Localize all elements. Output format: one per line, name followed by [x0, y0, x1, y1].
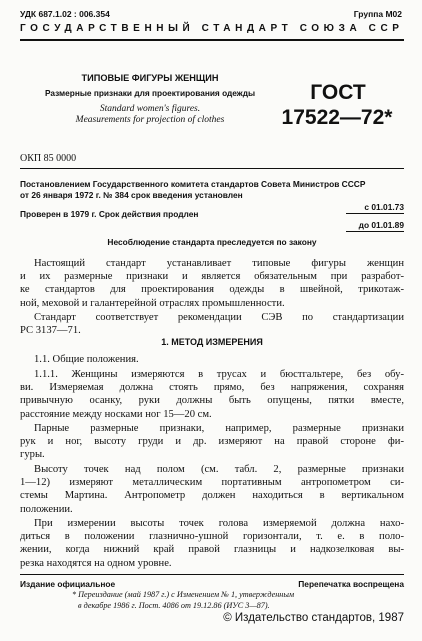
text-line: резка находятся на одном уровне.: [20, 557, 172, 569]
footnote-line-2: в декабре 1986 г. Пост. 4086 от 19.12.86 (ИУС 3—87).: [78, 601, 270, 610]
head-paragraph: [20, 517, 404, 570]
clause-1-1: [20, 353, 404, 366]
footnote-line-1: * Переиздание (май 1987 г.) с Изменением № 1, утвержденным: [72, 590, 295, 599]
text-line: диться в положении глазнично-ушной горизонтали, т. е. в поло-: [20, 531, 404, 543]
udk-code: УДК 687.1.02 : 006.354: [20, 9, 110, 19]
group-code: Группа М02: [353, 9, 402, 19]
date-from-underline: [346, 213, 404, 214]
okp-rule: [20, 168, 404, 169]
intro-paragraph: [20, 257, 404, 310]
text-line: ной, меховой и галантерейной отраслях промышленности.: [20, 297, 285, 309]
reprint-notice: Перепечатка воспрещена: [298, 579, 404, 589]
date-from: с 01.01.73: [364, 202, 404, 212]
text-line: положении.: [20, 503, 73, 515]
text-line: привычную осанку, руки должны быть опущены, пятки вместе,: [20, 395, 404, 407]
notice-line: Несоблюдение стандарта преследуется по закону: [107, 237, 317, 247]
text-line: ке стандартов для проектирования одежды в швейной, трикотаж-: [20, 284, 404, 296]
paired-paragraph: [20, 422, 404, 462]
text-line: РС 3137—71.: [20, 325, 81, 337]
official-edition: Издание официальное: [20, 579, 116, 589]
text-line: гуры.: [20, 449, 45, 461]
title-en: Standard women's figures.: [99, 104, 201, 114]
text-line: При измерении высоты точек голова измеряемой должна нахо-: [34, 518, 404, 529]
text-line: рук и ног, высоту груди и др. измеряют на правой стороне фи-: [20, 436, 404, 448]
height-paragraph: [20, 463, 404, 516]
text-line: жении, когда нижний край правой глазницы и надкозелковая вы-: [20, 544, 404, 556]
date-to: до 01.01.89: [358, 220, 404, 230]
gost-label: ГОСТ: [310, 81, 366, 104]
text-line: Стандарт соответствует рекомендации СЭВ по стандартизации: [34, 312, 404, 323]
clause-1-1-1: [20, 368, 404, 421]
standard-banner: ГОСУДАРСТВЕННЫЙ СТАНДАРТ СОЮЗА ССР: [20, 23, 404, 34]
okp-code: ОКП 85 0000: [20, 153, 77, 164]
text-line: ви. Измеряемая должна стоять прямо, без напряжения, сохраняя: [20, 382, 404, 394]
checked-line: Проверен в 1979 г. Срок действия продлен: [20, 209, 199, 219]
date-to-underline: [346, 231, 404, 232]
sev-paragraph: [20, 311, 404, 337]
text-line: Парные размерные признаки, например, размерные признаки: [34, 423, 404, 434]
section-heading: 1. МЕТОД ИЗМЕРЕНИЯ: [161, 337, 263, 347]
text-line: Настоящий стандарт устанавливает типовые фигуры женщин: [34, 258, 404, 269]
text-line: 1—12) измеряют металлическим портативным антропометром си-: [20, 477, 404, 489]
footer-rule: [20, 574, 404, 575]
gost-number: 17522—72*: [281, 106, 393, 129]
subtitle-ru: Размерные признаки для проектирования одежды: [44, 88, 256, 98]
decree-line-2: от 26 января 1972 г. № 384 срок введения установлен: [20, 190, 243, 200]
copyright: © Издательство стандартов, 1987: [223, 612, 404, 624]
decree-line-1: Постановлением Государственного комитета стандартов Совета Министров СССР: [20, 179, 366, 189]
subtitle-en: Measurements for projection of clothes: [75, 115, 225, 125]
text-line: 1.1.1. Женщины измеряются в трусах и бюстгальтере, без обу-: [34, 369, 404, 380]
header-rule: [20, 39, 404, 41]
title-ru: ТИПОВЫЕ ФИГУРЫ ЖЕНЩИН: [81, 73, 219, 83]
text-line: стемы Мартина. Антропометр должен находиться в вертикальном: [20, 490, 404, 502]
text-line: и их размерные признаки и является обязательным при разработ-: [20, 271, 404, 283]
text-line: 1.1. Общие положения.: [34, 354, 139, 365]
text-line: расстояние между носками ног 15—20 см.: [20, 408, 212, 420]
text-line: Высоту точек над полом (см. табл. 2, размерные признаки: [34, 464, 404, 475]
